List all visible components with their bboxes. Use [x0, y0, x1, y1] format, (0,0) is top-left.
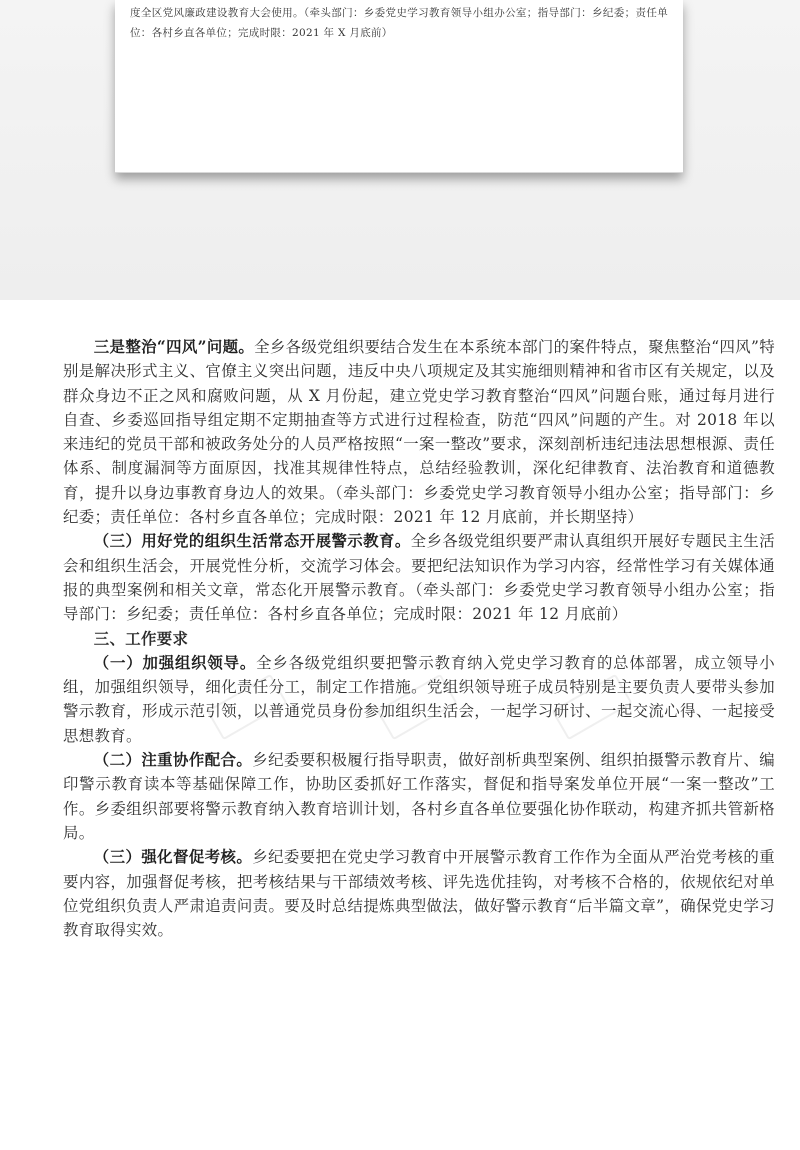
paragraph-heading: （一）加强组织领导。	[93, 653, 257, 672]
paragraph-text: 全乡各级党组织要严肃认真组织开展好专题民主生活会和组织生活会，开展党性分析，交流学习体会。要把纪法知识作为学习内容，经常性学习有关媒体通报的典型案例和相关文章，常态化开展警示教育。（牵头部门：乡委党史学习教育领导小组办公室；指导部门：乡纪委；责任单位：各村乡直各单位；完成时限：2021 年 12 月底前）	[63, 532, 775, 624]
paragraph-leadership	[63, 651, 775, 748]
paragraph-heading: 三是整治“四风”问题。	[93, 338, 255, 356]
paragraph-text: 乡纪委要积极履行指导职责，做好剖析典型案例、组织拍摄警示教育片、编印警示教育读本等基础保障工作，协助区委抓好工作落实，督促和指导案发单位开展“一案一整改”工作。乡委组织部要将警示教育纳入教育培训计划，各村乡直各单位要强化协作联动，构建齐抓共管新格局。	[63, 751, 775, 842]
preview-background	[0, 0, 800, 300]
paragraph-cooperation	[63, 748, 775, 845]
paragraph-heading: （三）用好党的组织生活常态开展警示教育。	[93, 532, 411, 551]
paragraph-heading: （三）强化督促考核。	[93, 848, 253, 867]
paragraph-text: 全乡各级党组织要把警示教育纳入党史学习教育的总体部署，成立领导小组，加强组织领导，细化责任分工，制定工作措施。党组织领导班子成员特别是主要负责人要带头参加警示教育，形成示范引领，以普通党员身份参加组织生活会，一起学习研讨、一起交流心得、一起接受思想教育。	[63, 653, 775, 745]
paragraph-four-winds	[63, 335, 775, 529]
paragraph-organization-life	[63, 529, 775, 626]
paragraph-text: 乡纪委要把在党史学习教育中开展警示教育工作作为全面从严治党考核的重要内容，加强督促考核，把考核结果与干部绩效考核、评先选优挂钩，对考核不合格的，依规依纪对单位党组织负责人严肃追责问责。要及时总结提炼典型做法，做好警示教育“后半篇文章”，确保党史学习教育取得实效。	[63, 848, 775, 940]
paragraph-heading: （二）注重协作配合。	[93, 751, 253, 770]
document-body	[63, 335, 775, 942]
preview-page-text: 度全区党风廉政建设教育大会使用。（牵头部门：乡委党史学习教育领导小组办公室；指导部门：乡纪委；责任单位：各村乡直各单位；完成时限：2021 年 X 月底前）	[130, 7, 668, 39]
section-heading-work-requirements: 三、工作要求	[93, 629, 189, 648]
paragraph-assessment	[63, 845, 775, 942]
paragraph-text: 全乡各级党组织要结合发生在本系统本部门的案件特点，聚焦整治“四风”特别是解决形式主义、官僚主义突出问题，违反中央八项规定及其实施细则精神和省市区有关规定，以及群众身边不正之风和腐败问题，从 X 月份起，建立党史学习教育整治“四风”问题台账，通过每月进行自查、乡委巡回指导组定期不定期抽查等方式进行过程检查，防范“四风”问题的产生。对 2018 年以来违纪的党员干部和被政务处分的人员严格按照“一案一整改”要求，深刻剖析违纪违法思想根源、责任体系、制度漏洞等方面原因，找准其规律性特点，总结经验教训，深化纪律教育、法治教育和道德教育，提升以身边事教育身边人的效果。（牵头部门：乡委党史学习教育领导小组办公室；指导部门：乡纪委；责任单位：各村乡直各单位；完成时限：2021 年 12 月底前，并长期坚持）	[63, 338, 775, 527]
document-page-preview	[115, 0, 683, 173]
